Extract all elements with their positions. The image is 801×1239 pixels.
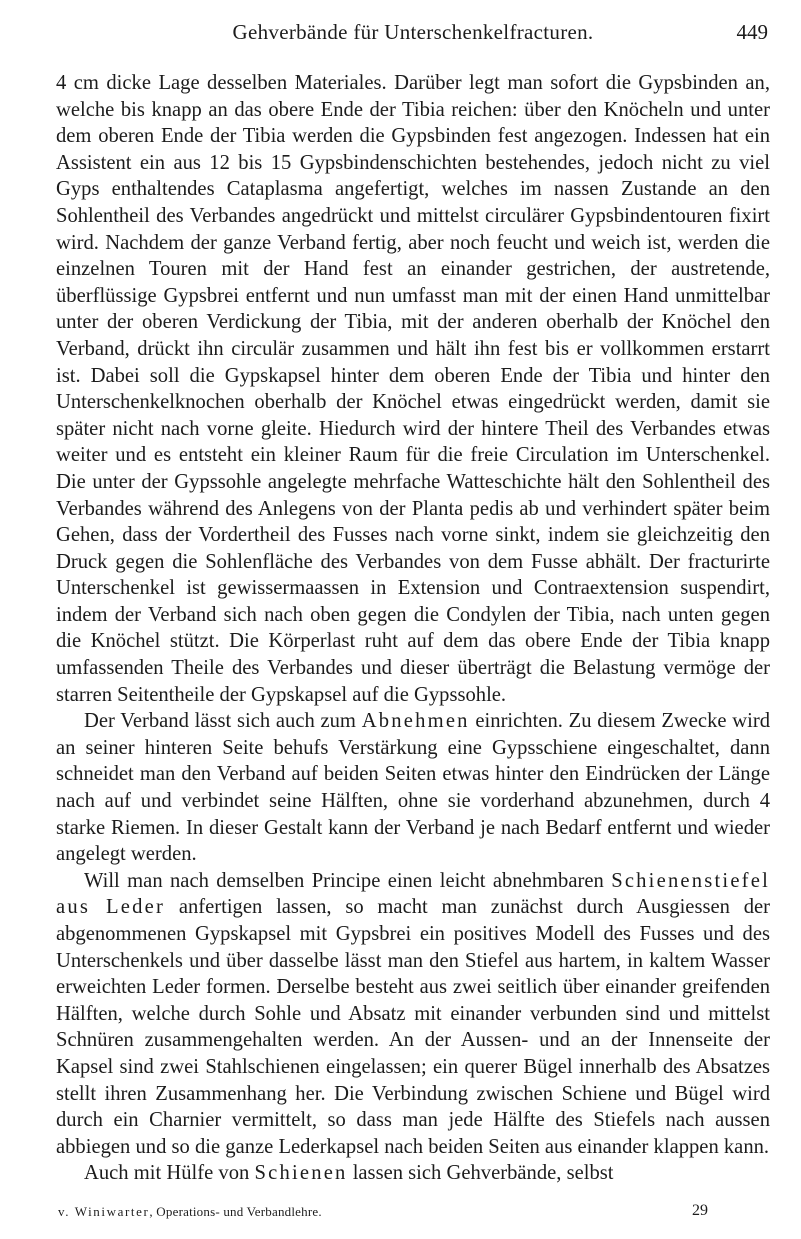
paragraph-3-rest: anfertigen lassen, so macht man zunächst durch Ausgiessen der abgenommenen Gypskapsel mit Gypsbrei ein positives Modell des Fusses und des Unterschenkels und über dasselbe lässt man den Stiefel aus hartem, in kaltem Wasser erweichten Leder formen. Derselbe besteht aus zwei seitlich über einander greifenden Hälften, welche durch Sohle und Absatz mit einander verbunden sind und mittelst Schnüren zusammengehalten werden. An der Aussen- und an der Innenseite der Kapsel sind zwei Stahlschienen eingelassen; ein querer Bügel innerhalb des Absatzes stellt ihren Zusammenhang her. Die Verbindung zwischen Schiene und Bügel wird durch ein Charnier vermittelt, so dass man jede Hälfte des Stiefels nach aussen abbiegen und so die ganze Lederkapsel nach beiden Seiten aus einander klappen kann. bbox=[56, 896, 770, 1158]
paragraph-1: 4 cm dicke Lage desselben Materiales. Darüber legt man sofort die Gypsbinden an, welche bis knapp an das obere Ende der Tibia reichen: über den Knöcheln und unter dem oberen Ende der Tibia werden die Gypsbinden fest angezogen. Indessen hat ein Assistent ein aus 12 bis 15 Gypsbindenschichten bestehendes, jedoch nicht zu viel Gyps enthaltendes Cataplasma angefertigt, welches im nassen Zustande an den Sohlentheil des Verbandes angedrückt und mittelst circulärer Gypsbindentouren fixirt wird. Nachdem der ganze Verband fertig, aber noch feucht und weich ist, werden die einzelnen Touren mit der Hand fest an einander gestrichen, der austretende, überflüssige Gypsbrei entfernt und nun umfasst man mit der einen Hand unmittelbar unter der oberen Verdickung der Tibia, mit der anderen oberhalb der Knöchel den Verband, drückt ihn circulär zusammen und hält ihn fest bis er vollkommen erstarrt ist. Dabei soll die Gypskapsel hinter dem oberen Ende der Tibia und hinter den Unterschenkelknochen oberhalb der Knöchel etwas eingedrückt werden, damit sie später nicht nach vorne gleite. Hiedurch wird der hintere Theil des Verbandes etwas weiter und es entsteht ein kleiner Raum für die freie Circulation im Unterschenkel. Die unter der Gypssohle angelegte mehrfache Watteschichte hält den Sohlentheil des Verbandes während des Anlegens von der Planta pedis ab und verhindert später beim Gehen, dass der Vordertheil des Fusses nach vorne sinkt, indem sie gleichzeitig den Druck gegen die Sohlenfläche des Verbandes von dem Fusse abhält. Der fracturirte Unterschenkel ist gewissermaassen in Extension und Contraextension suspendirt, indem der Verband sich nach oben gegen die Condylen der Tibia, nach unten gegen die Knöchel stützt. Die Körperlast ruht auf dem das obere Ende der Tibia knapp umfassenden Theile des Verbandes und dieser überträgt die Belastung vermöge der starren Seitentheile der Gypskapsel auf die Gypssohle. bbox=[56, 72, 770, 706]
body-text bbox=[56, 70, 770, 1187]
emphasis-schienenstiefel: Schienenstiefel aus Leder bbox=[56, 869, 770, 919]
book-page bbox=[56, 14, 770, 1224]
footer-citation bbox=[58, 1204, 322, 1220]
signature-mark: 29 bbox=[692, 1202, 708, 1219]
paragraph-3-start: Will man nach demselben Principe einen leicht abnehmbaren bbox=[84, 869, 612, 892]
paragraph-2 bbox=[56, 708, 770, 868]
paragraph-4-start: Auch mit Hülfe von bbox=[84, 1162, 255, 1185]
paragraph-2-start: Der Verband lässt sich auch zum bbox=[84, 710, 362, 733]
footer-author: v. Winiwarter bbox=[58, 1204, 150, 1219]
running-title: Gehverbände für Unterschenkelfracturen. bbox=[232, 20, 594, 44]
paragraph-2-rest: einrichten. Zu diesem Zwecke wird an seiner hinteren Seite behufs Verstärkung eine Gypsschiene eingeschaltet, dann schneidet man den Verband auf beiden Seiten etwas hinter den Eindrücken der Länge nach auf und verbindet seine Hälften, ohne sie vorderhand abzunehmen, durch 4 starke Riemen. In dieser Gestalt kann der Verband je nach Bedarf entfernt und wieder angelegt werden. bbox=[56, 710, 771, 866]
paragraph-4 bbox=[56, 1160, 770, 1187]
emphasis-abnehmen: Abnehmen bbox=[361, 710, 470, 733]
page-footer bbox=[56, 1202, 770, 1224]
emphasis-schienen: Schienen bbox=[254, 1162, 348, 1185]
paragraph-4-rest: lassen sich Gehverbände, selbst bbox=[347, 1162, 614, 1185]
page-header bbox=[56, 14, 770, 50]
paragraph-3 bbox=[56, 868, 770, 1161]
footer-work: , Operations- und Verbandlehre. bbox=[149, 1204, 322, 1219]
page-number: 449 bbox=[736, 20, 768, 44]
